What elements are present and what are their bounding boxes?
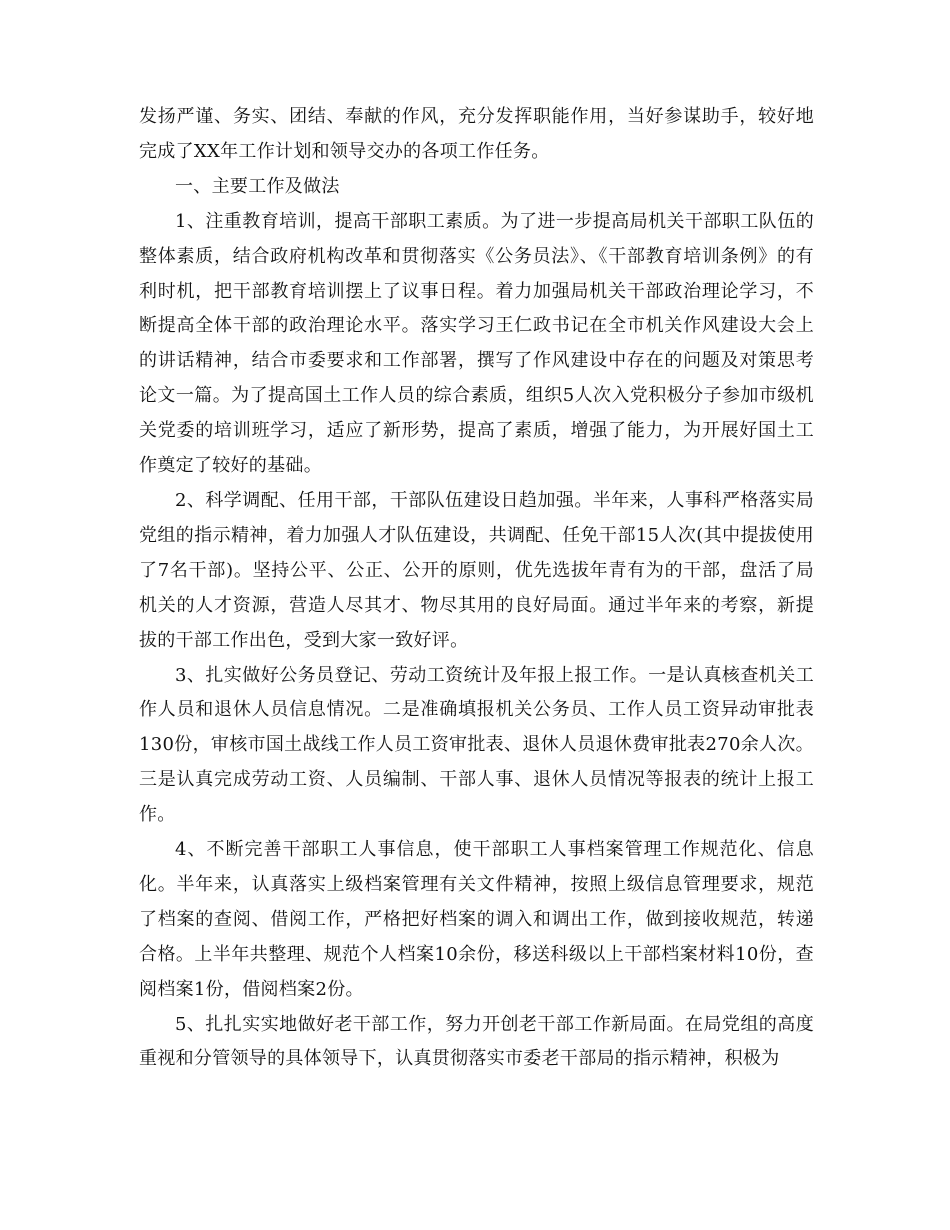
paragraph-item-1: 1、注重教育培训，提高干部职工素质。为了进一步提高局机关干部职工队伍的整体素质，结合政府机构改革和贯彻落实《公务员法》、《干部教育培训条例》的有利时机，把干部教育培训摆上了议事日程。着力加强局机关干部政治理论学习，不断提高全体干部的政治理论水平。落实学习王仁政书记在全市机关作风建设大会上的讲话精神，结合市委要求和工作部署，撰写了作风建设中存在的问题及对策思考论文一篇。为了提高国土工作人员的综合素质，组织5人次入党积极分子参加市级机关党委的培训班学习，适应了新形势，提高了素质，增强了能力，为开展好国土工作奠定了较好的基础。: [139, 210, 814, 477]
paragraph-item-2: 2、科学调配、任用干部，干部队伍建设日趋加强。半年来，人事科严格落实局党组的指示精神，着力加强人才队伍建设，共调配、任免干部15人次(其中提拔使用了7名干部)。坚持公平、公正、公开的原则，优先选拔年青有为的干部，盘活了局机关的人才资源，营造人尽其才、物尽其用的良好局面。通过半年来的考察，新提拔的干部工作出色，受到大家一致好评。: [139, 489, 814, 651]
paragraph-item-4: 4、不断完善干部职工人事信息，使干部职工人事档案管理工作规范化、信息化。半年来，认真落实上级档案管理有关文件精神，按照上级信息管理要求，规范了档案的查阅、借阅工作，严格把好档案的调入和调出工作，做到接收规范，转递合格。上半年共整理、规范个人档案10余份，移送科级以上干部档案材料10份，查阅档案1份，借阅档案2份。: [139, 839, 814, 1000]
section-heading: 一、主要工作及做法: [175, 175, 340, 197]
document-body: [139, 100, 814, 1077]
paragraph-item-5: 5、扎扎实实地做好老干部工作，努力开创老干部工作新局面。在局党组的高度重视和分管领导的具体领导下，认真贯彻落实市委老干部局的指示精神，积极为: [139, 1013, 814, 1070]
paragraph-intro: 发扬严谨、务实、团结、奉献的作风，充分发挥职能作用，当好参谋助手，较好地完成了XX年工作计划和领导交办的各项工作任务。: [139, 106, 814, 162]
paragraph-item-3: 3、扎实做好公务员登记、劳动工资统计及年报上报工作。一是认真核查机关工作人员和退休人员信息情况。二是准确填报机关公务员、工作人员工资异动审批表130份，审核市国土战线工作人员工资审批表、退休人员退休费审批表270余人次。三是认真完成劳动工资、人员编制、干部人事、退休人员情况等报表的统计上报工作。: [139, 664, 814, 826]
